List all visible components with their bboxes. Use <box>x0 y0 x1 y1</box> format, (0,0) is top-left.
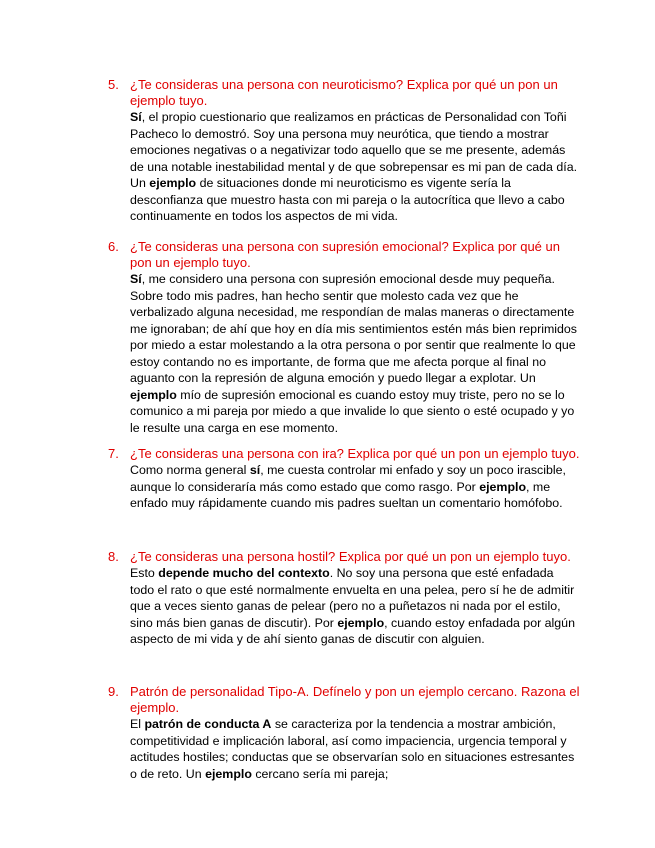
answer-text: Como norma general sí, me cuesta controlar mi enfado y soy un poco irascible, aunque lo consideraría más como estado que como rasgo. Por ejemplo, me enfado muy rápidamente cuando mis padres sueltan un comentario homófobo. <box>130 463 566 510</box>
answer-text: Sí, me considero una persona con supresión emocional desde muy pequeña. Sobre todo mis padres, han hecho sentir que molesto cada vez que he verbalizado alguna necesidad, me respondían de malas maneras o directamente me ignoraban; de ahí que hoy en día mis sentimientos estén más bien reprimidos por miedo a estar molestando a la otra persona o por sentir que realmente lo que estoy contando no es importante, de forma que me afecta porque al final no aguanto con la represión de alguna emoción y puedo llegar a explotar. Un ejemplo mío de supresión emocional es cuando estoy muy triste, pero no se lo comunico a mi pareja por miedo a que invalide lo que siento o esté ocupado y yo le resulte una carga en ese momento. <box>130 272 578 435</box>
answer-text: Sí, el propio cuestionario que realizamos en prácticas de Personalidad con Toñi Pacheco lo demostró. Soy una persona muy neurótica, que tiendo a mostrar emociones negativas o a negativizar todo aquello que se me presente, además de una notable inestabilidad mental y de que sobrepensar es mi pan de cada día. Un ejemplo de situaciones donde mi neuroticismo es vigente sería la desconfianza que muestro hasta con mi pareja o la autocrítica que llevo a cabo continuamente en todos los aspectos de mi vida. <box>130 110 578 223</box>
question-text: ¿Te consideras una persona con neuroticismo? Explica por qué un pon un ejemplo tuyo. <box>130 77 558 108</box>
question-text: ¿Te consideras una persona con ira? Explica por qué un pon un ejemplo tuyo. <box>130 446 580 461</box>
list-item <box>110 684 580 782</box>
list-item <box>110 549 580 648</box>
question-text: ¿Te consideras una persona hostil? Explica por qué un pon un ejemplo tuyo. <box>130 549 571 564</box>
question-text: Patrón de personalidad Tipo-A. Defínelo y pon un ejemplo cercano. Razona el ejemplo. <box>130 684 580 715</box>
item-number: 5. <box>108 77 119 92</box>
question-text: ¿Te consideras una persona con supresión emocional? Explica por qué un pon un ejemplo tuyo. <box>130 239 560 270</box>
item-number: 8. <box>108 549 119 564</box>
answer-text: El patrón de conducta A se caracteriza por la tendencia a mostrar ambición, competitividad e implicación laboral, así como impaciencia, urgencia temporal y actitudes hostiles; conductas que se observarían solo en situaciones estresantes o de reto. Un ejemplo cercano sería mi pareja; <box>130 717 575 781</box>
item-number: 7. <box>108 446 119 461</box>
answer-text: Esto depende mucho del contexto. No soy una persona que esté enfadada todo el rato o que esté normalmente envuelta en una pelea, pero sí he de admitir que a veces siento ganas de pelear (pero no a puñetazos ni nada por el estilo, sino más bien ganas de discutir). Por ejemplo, cuando estoy enfadada por algún aspecto de mi vida y de ahí siento ganas de discutir con alguien. <box>130 566 575 646</box>
list-item <box>110 77 580 225</box>
item-number: 6. <box>108 239 119 254</box>
item-number: 9. <box>108 684 119 699</box>
list-item <box>110 239 580 436</box>
list-item <box>110 446 580 512</box>
